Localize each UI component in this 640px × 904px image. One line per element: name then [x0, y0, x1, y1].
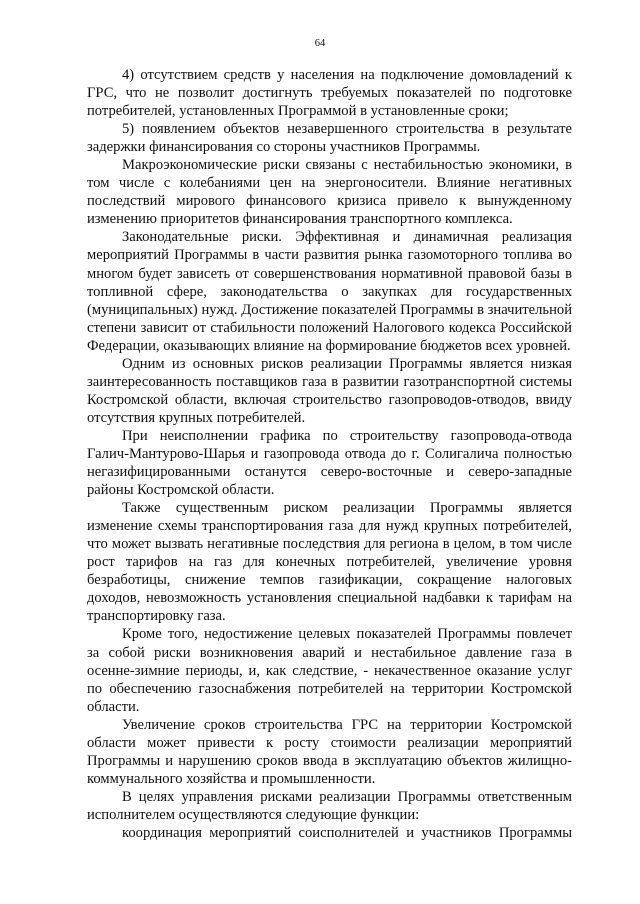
paragraph: 4) отсутствием средств у населения на подключение домовладений к ГРС, что не позволит достигнуть требуемых показателей по подготовке потребителей, установленных Программой в установленные сроки; — [87, 67, 572, 120]
paragraph: Макроэкономические риски связаны с нестабильностью экономики, в том числе с колебаниями цен на энергоносители. Влияние негативных последствий мирового финансового кризиса привело к вынужденному изменению приоритетов финансирования транспортного комплекса. — [87, 157, 572, 228]
paragraph: Кроме того, недостижение целевых показателей Программы повлечет за собой риски возникновения аварий и нестабильное давление газа в осенне-зимние периоды, и, как следствие, - некачественное оказание услуг по обеспечению газоснабжения потребителей на территории Костромской области. — [87, 626, 572, 715]
paragraph: координация мероприятий соисполнителей и участников Программы — [122, 824, 572, 841]
page-number: 64 — [314, 38, 326, 49]
paragraph: Законодательные риски. Эффективная и динамичная реализация мероприятий Программы в части развития рынка газомоторного топлива во многом будет зависеть от совершенствования нормативной правовой базы в топливной сфере, законодательства о закупках для государственных (муниципальных) нужд. Достижение показателей Программы в значительной степени зависит от стабильности положений Налогового кодекса Российской Федерации, оказывающих влияние на формирование бюджетов всех уровней. — [87, 229, 572, 354]
paragraph: Одним из основных рисков реализации Программы является низкая заинтересованность поставщиков газа в развитии газотранспортной системы Костромской области, включая строительство газопроводов-отводов, ввиду отсутствия крупных потребителей. — [87, 355, 572, 426]
paragraph: 5) появлением объектов незавершенного строительства в результате задержки финансирования со стороны участников Программы. — [87, 121, 572, 156]
paragraph: Увеличение сроков строительства ГРС на территории Костромской области может привести к росту стоимости реализации мероприятий Программы и нарушению сроков ввода в эксплуатацию объектов жилищно-коммунального хозяйства и промышленности. — [87, 716, 572, 787]
paragraph: Также существенным риском реализации Программы является изменение схемы транспортирования газа для нужд крупных потребителей, что может вызвать негативные последствия для региона в целом, в том числе рост тарифов на газ для конечных потребителей, увеличение уровня безработицы, снижение темпов газификации, сокращение налоговых доходов, невозможность установления специальной надбавки к тарифам на транспортировку газа. — [87, 500, 572, 625]
paragraph: В целях управления рисками реализации Программы ответственным исполнителем осуществляются следующие функции: — [87, 788, 572, 823]
paragraph: При неисполнении графика по строительству газопровода-отвода Галич-Мантурово-Шарья и газопровода отвода до г. Солигалича полностью негазифицированными останутся северо-восточные и северо-западные районы Костромской области. — [87, 427, 572, 499]
document-body — [87, 66, 572, 842]
